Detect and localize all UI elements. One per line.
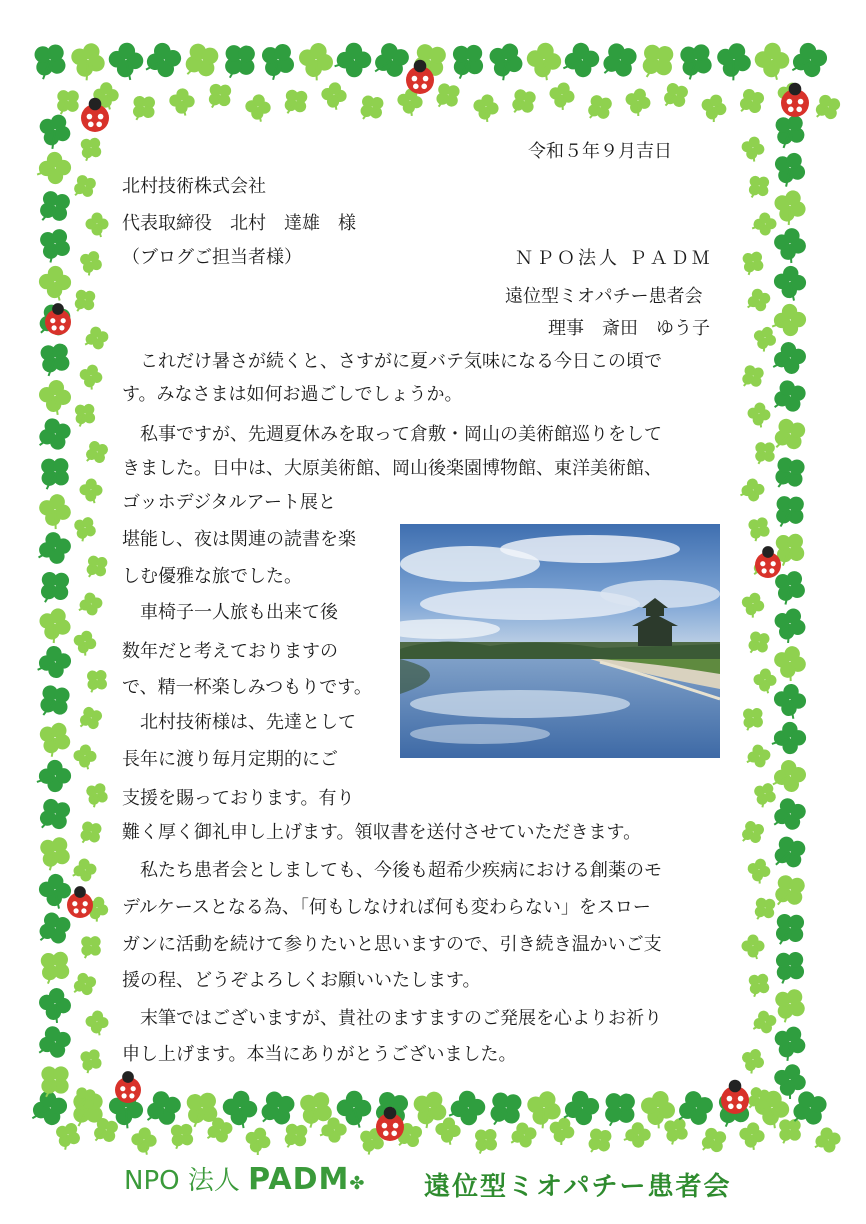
clover-icon (742, 512, 774, 545)
clover-icon (769, 339, 809, 377)
clover-icon (65, 38, 110, 85)
clover-icon (768, 603, 811, 647)
clover-icon (31, 563, 78, 610)
body-line: しむ優雅な旅でした。 (122, 566, 302, 587)
clover-icon (442, 36, 492, 86)
clover-icon (36, 985, 74, 1025)
clover-icon (744, 743, 772, 770)
clover-icon (107, 41, 145, 81)
clover-icon (745, 856, 773, 885)
ladybug-icon (115, 1071, 141, 1103)
clover-icon (736, 246, 769, 279)
clover-icon (76, 591, 104, 618)
recipient-representative: 代表取締役 北村 達雄 様 (122, 213, 356, 234)
clover-icon (37, 760, 72, 793)
clover-icon (738, 590, 767, 620)
clover-icon (770, 758, 809, 795)
clover-icon (125, 89, 162, 126)
body-line: 支援を賜っております。有り (122, 788, 355, 809)
clover-icon (74, 930, 108, 964)
clover-icon (244, 93, 272, 123)
footer-org-logo (124, 1160, 364, 1197)
footer-prefix: NPO 法人 (124, 1166, 240, 1196)
clover-icon (31, 943, 78, 990)
clover-icon (68, 284, 101, 317)
clover-icon (581, 1122, 618, 1158)
clover-icon (75, 703, 106, 734)
clover-icon (31, 678, 78, 724)
clover-icon (75, 247, 106, 279)
clover-icon (743, 286, 773, 315)
clover-icon (766, 943, 813, 990)
clover-icon (546, 80, 577, 112)
body-line: 車椅子一人旅も出来て後 (122, 602, 338, 623)
clover-icon (742, 626, 775, 659)
clover-icon (81, 778, 113, 811)
sender-group: 遠位型ミオパチー患者会 (505, 286, 703, 307)
clover-icon (33, 603, 75, 647)
body-line: 堪能し、夜は関連の読書を楽 (122, 529, 356, 550)
clover-icon (214, 36, 265, 86)
clover-icon (69, 969, 100, 999)
footer-brand: PADM (248, 1162, 350, 1197)
clover-icon (772, 265, 807, 302)
body-line: デルケースとなる為、「何もしなければ何も変わらない」をスロー (122, 897, 651, 918)
clover-icon (69, 512, 101, 544)
clover-icon (736, 702, 769, 736)
clover-icon (767, 146, 812, 192)
clover-icon (734, 84, 769, 119)
body-line: 数年だと考えておりますの (122, 641, 338, 662)
clover-icon (73, 744, 98, 770)
clover-icon (505, 83, 541, 119)
clover-icon (31, 792, 77, 837)
clover-icon (36, 151, 72, 185)
clover-icon (68, 171, 100, 202)
ladybug-icon (755, 546, 781, 578)
clover-icon (79, 478, 103, 503)
clover-icon (770, 642, 810, 683)
body-line: で、精一杯楽しみつもりです。 (122, 677, 372, 698)
body-line: ゴッホデジタルアート展と (122, 492, 337, 513)
clover-icon (82, 324, 111, 352)
clover-icon (253, 36, 302, 85)
clover-icon (746, 401, 772, 428)
clover-icon (32, 716, 76, 761)
clover-icon (86, 213, 109, 238)
clover-icon (33, 1022, 75, 1063)
clover-icon (657, 78, 693, 113)
clover-icon (632, 36, 682, 86)
letter-date: 令和５年９月吉日 (528, 141, 672, 162)
clover-icon (467, 1122, 504, 1159)
body-line: 難く厚く御礼申し上げます。領収書を送付させていただきます。 (122, 822, 642, 843)
clover-icon (770, 225, 809, 266)
clover-icon (80, 550, 113, 583)
clover-icon (772, 722, 807, 755)
body-line: 北村技術様は、先達として (122, 712, 356, 733)
clover-icon (482, 37, 529, 85)
recipient-note: （ブログご担当者様） (122, 247, 302, 268)
clover-icon (771, 303, 807, 337)
clover-icon (524, 40, 564, 82)
clover-icon (33, 109, 77, 154)
clover-icon (507, 1120, 539, 1151)
clover-icon (336, 1090, 371, 1127)
clover-icon (595, 37, 642, 83)
clover-icon (737, 1120, 767, 1151)
clover-icon (201, 77, 238, 114)
clover-icon (750, 1008, 779, 1036)
clover-icon (429, 77, 466, 113)
clover-icon (749, 323, 780, 354)
clover-icon (177, 37, 225, 85)
clover-icon (84, 1009, 109, 1036)
clover-icon (711, 38, 756, 84)
body-line: 長年に渡り毎月定期的にご (122, 749, 338, 770)
clover-icon (68, 398, 101, 432)
clover-icon (35, 490, 75, 531)
clover-icon (49, 83, 86, 120)
clover-icon (623, 1122, 651, 1148)
clover-icon (698, 91, 731, 125)
clover-icon (277, 83, 314, 120)
clover-icon (754, 42, 790, 81)
clover-icon (35, 644, 73, 680)
clover-icon (74, 1044, 106, 1077)
body-line: ガンに活動を続けて参りたいと思いますので、引き続き温かいご支 (122, 934, 662, 955)
clover-icon (353, 89, 390, 125)
clover-icon (31, 184, 77, 229)
clover-icon (737, 1045, 768, 1077)
clover-icon (787, 39, 831, 81)
clover-icon (80, 664, 113, 698)
clover-icon (71, 857, 98, 883)
clover-icon (768, 1021, 812, 1066)
clover-icon (736, 817, 768, 848)
body-line: 援の程、どうぞよろしくお願いいたします。 (122, 970, 481, 991)
clover-icon (561, 41, 602, 80)
clover-icon (753, 668, 778, 694)
clover-icon (736, 360, 769, 392)
clover-icon: ✤ (349, 1173, 365, 1194)
clover-icon (294, 39, 337, 84)
clover-icon (242, 1124, 275, 1158)
clover-icon (142, 40, 185, 81)
clover-icon (696, 1123, 731, 1157)
clover-icon (34, 529, 75, 568)
clover-icon (622, 85, 654, 118)
body-line: 末筆ではございますが、貴社のますますのご発展を心よりお祈り (122, 1008, 662, 1029)
clover-icon (168, 87, 195, 116)
clover-icon (32, 222, 77, 268)
recipient-company: 北村技術株式会社 (122, 176, 266, 197)
clover-icon (752, 212, 777, 236)
body-line: これだけ暑さが続くと、さすがに夏バテ気味になる今日この頃で (122, 351, 662, 372)
clover-icon (742, 935, 765, 960)
clover-icon (810, 90, 845, 124)
sender-name: 理事 斎田 ゆう子 (548, 318, 710, 339)
castle-lake-photo (400, 524, 720, 758)
clover-icon (33, 414, 76, 456)
clover-icon (319, 81, 348, 111)
clover-icon (70, 628, 99, 658)
clover-icon (772, 682, 808, 720)
clover-icon (130, 1126, 158, 1156)
clover-icon (74, 816, 107, 849)
sender-org: ＮＰＯ法人 ＰＡＤＭ (515, 248, 713, 269)
clover-icon (140, 1086, 186, 1131)
clover-icon (31, 335, 77, 382)
clover-icon (739, 477, 766, 502)
clover-icon (24, 36, 74, 86)
body-line: 私事ですが、先週夏休みを取って倉敷・岡山の美術館巡りをして (122, 424, 662, 445)
body-line: 申し上げます。本当にありがとうございました。 (122, 1044, 517, 1065)
clover-icon (766, 487, 813, 534)
clover-icon (811, 1125, 843, 1155)
clover-icon (32, 830, 78, 876)
clover-icon (77, 362, 105, 391)
body-line: す。みなさまは如何お過ごしでしょうか。 (122, 384, 463, 405)
clover-icon (768, 376, 811, 418)
clover-icon (767, 831, 812, 875)
body-line: きました。日中は、大原美術館、岡山後楽園博物館、東洋美術館、 (122, 458, 662, 479)
clover-icon (742, 170, 776, 203)
clover-icon (471, 92, 501, 124)
clover-icon (38, 265, 72, 301)
clover-icon (36, 378, 73, 417)
footer-group-name: 遠位型ミオパチー患者会 (424, 1172, 732, 1202)
clover-icon (32, 907, 76, 950)
clover-icon (334, 42, 371, 77)
body-line: 私たち患者会としましても、今後も超希少疾病における創薬のモ (122, 860, 662, 881)
clover-icon (80, 437, 112, 468)
clover-icon (74, 132, 107, 165)
clover-icon (31, 449, 78, 496)
clover-icon (581, 90, 617, 125)
ladybug-icon (721, 1080, 749, 1114)
clover-icon (671, 36, 720, 86)
clover-icon (742, 968, 775, 1001)
clover-icon (739, 134, 767, 163)
